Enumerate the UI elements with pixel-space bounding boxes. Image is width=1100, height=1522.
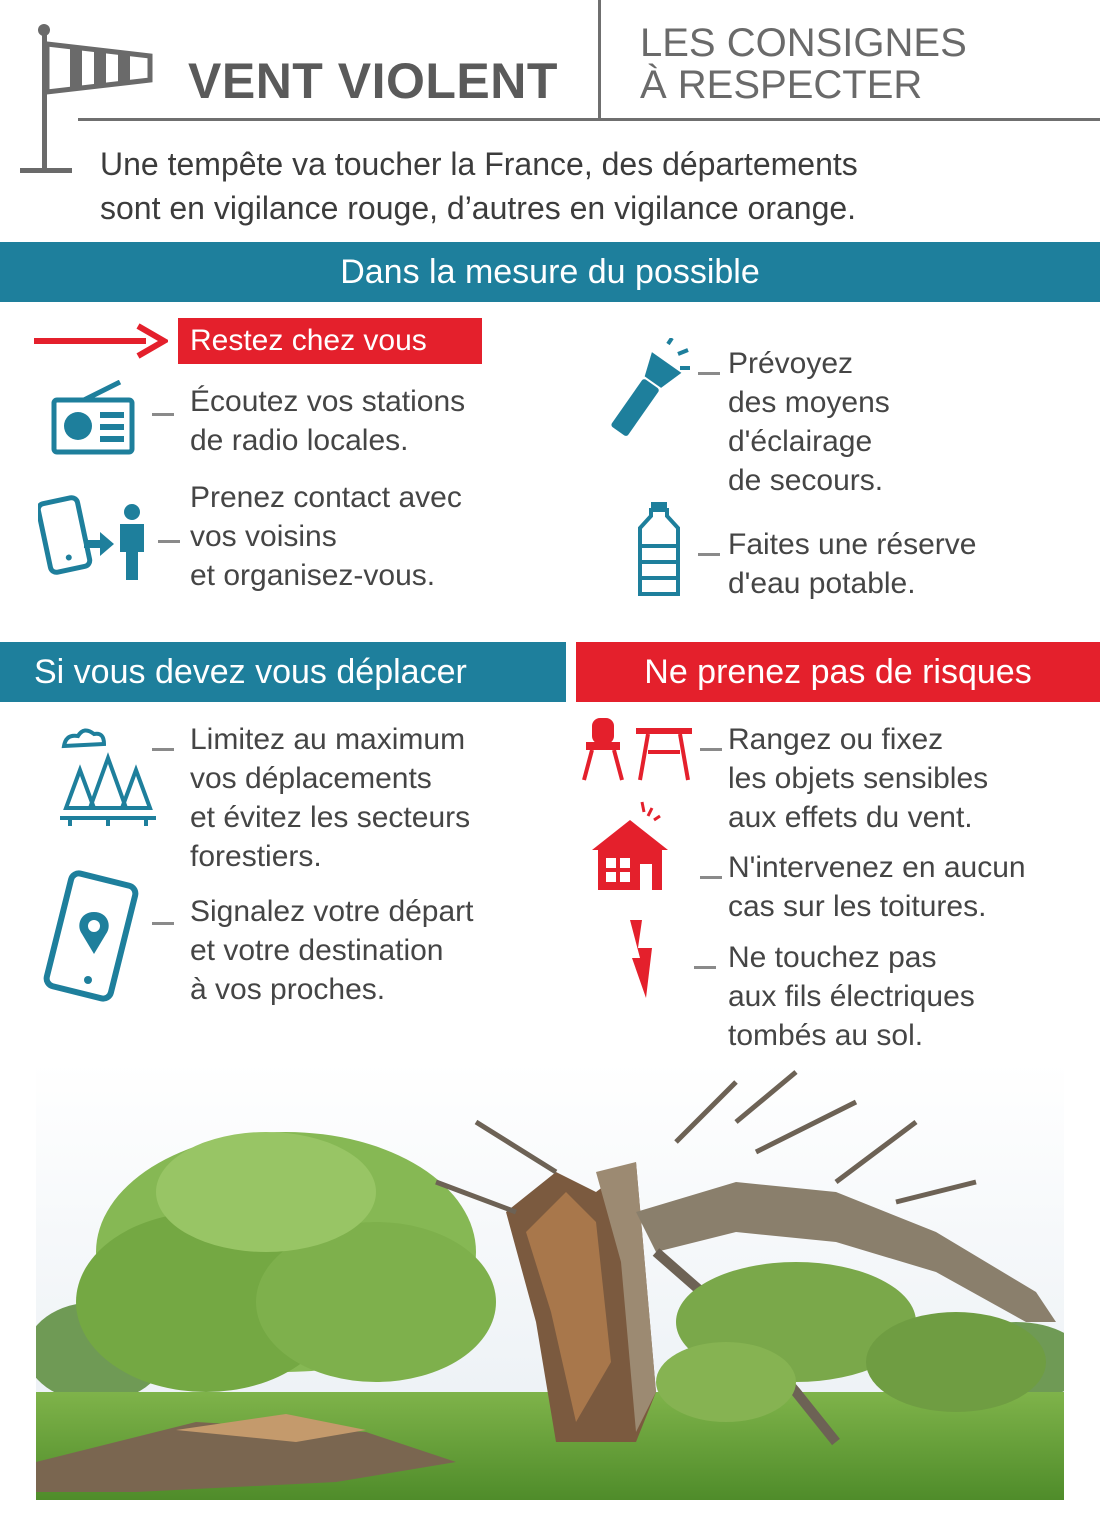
fallen-tree-photo (36, 1062, 1064, 1500)
signal-dash (152, 922, 174, 925)
roof-line-2: cas sur les toitures. (728, 890, 987, 923)
lightning-icon (622, 918, 662, 1000)
light-advice (728, 344, 890, 500)
section-travel-title: Si vous devez vous déplacer (34, 653, 467, 691)
radio-line-2: de radio locales. (190, 424, 409, 457)
section-travel-banner (0, 642, 566, 702)
radio-dash (152, 413, 174, 416)
neighbors-advice (190, 478, 462, 595)
roof-advice (728, 848, 1026, 926)
light-line-4: de secours. (728, 464, 884, 497)
intro-line-1: Une tempête va toucher la France, des départements (100, 146, 858, 182)
neighbors-line-1: Prenez contact avec (190, 481, 462, 514)
section-possible-banner (0, 242, 1100, 302)
signal-advice (190, 892, 474, 1009)
header-divider (598, 0, 601, 118)
store-line-2: les objets sensibles (728, 762, 989, 795)
consignes-line-1: LES CONSIGNES (640, 21, 967, 65)
store-advice (728, 720, 988, 837)
phone-location-icon (42, 868, 146, 1004)
wires-line-3: tombés au sol. (728, 1019, 924, 1052)
wires-advice (728, 938, 975, 1055)
store-line-1: Rangez ou fixez (728, 723, 944, 756)
section-possible-title: Dans la mesure du possible (340, 253, 760, 291)
water-dash (698, 553, 720, 556)
limit-line-4: forestiers. (190, 840, 322, 873)
arrow-right-icon (34, 322, 168, 362)
light-line-1: Prévoyez (728, 347, 854, 380)
stay-home-label: Restez chez vous (178, 318, 482, 364)
signal-line-2: et votre destination (190, 934, 444, 967)
section-risks-banner (576, 642, 1100, 702)
store-dash (700, 748, 722, 751)
light-dash (698, 372, 720, 375)
light-line-2: des moyens (728, 386, 890, 419)
limit-line-1: Limitez au maximum (190, 723, 466, 756)
house-roof-icon (590, 800, 670, 892)
radio-advice (190, 382, 465, 460)
limit-line-2: vos déplacements (190, 762, 432, 795)
neighbors-dash (158, 540, 180, 543)
radio-icon (50, 380, 136, 456)
store-line-3: aux effets du vent. (728, 801, 973, 834)
water-bottle-icon (636, 500, 682, 598)
forest-icon (58, 728, 160, 828)
neighbors-line-2: vos voisins (190, 520, 337, 553)
signal-line-3: à vos proches. (190, 973, 386, 1006)
consignes-line-2: À RESPECTER (640, 63, 923, 107)
light-line-3: d'éclairage (728, 425, 873, 458)
water-advice (728, 525, 976, 603)
phone-contact-icon (38, 492, 154, 584)
section-risks-title: Ne prenez pas de risques (644, 653, 1032, 691)
header-rule (78, 118, 1100, 121)
flashlight-icon (598, 338, 692, 446)
page-title: VENT VIOLENT (188, 53, 558, 109)
wires-dash (694, 966, 716, 969)
fallen-tree-illustration (36, 1062, 1064, 1500)
wires-line-1: Ne touchez pas (728, 941, 937, 974)
limit-dash (152, 748, 174, 751)
garden-furniture-icon (580, 714, 694, 784)
signal-line-1: Signalez votre départ (190, 895, 474, 928)
wires-line-2: aux fils électriques (728, 980, 975, 1013)
radio-line-1: Écoutez vos stations (190, 385, 466, 418)
roof-line-1: N'intervenez en aucun (728, 851, 1026, 884)
roof-dash (700, 876, 722, 879)
limit-advice (190, 720, 470, 876)
limit-line-3: et évitez les secteurs (190, 801, 471, 834)
water-line-1: Faites une réserve (728, 528, 977, 561)
water-line-2: d'eau potable. (728, 567, 916, 600)
neighbors-line-3: et organisez-vous. (190, 559, 436, 592)
intro-line-2: sont en vigilance rouge, d’autres en vigilance orange. (100, 190, 857, 226)
intro-text (100, 142, 858, 230)
consignes-heading (640, 22, 967, 106)
